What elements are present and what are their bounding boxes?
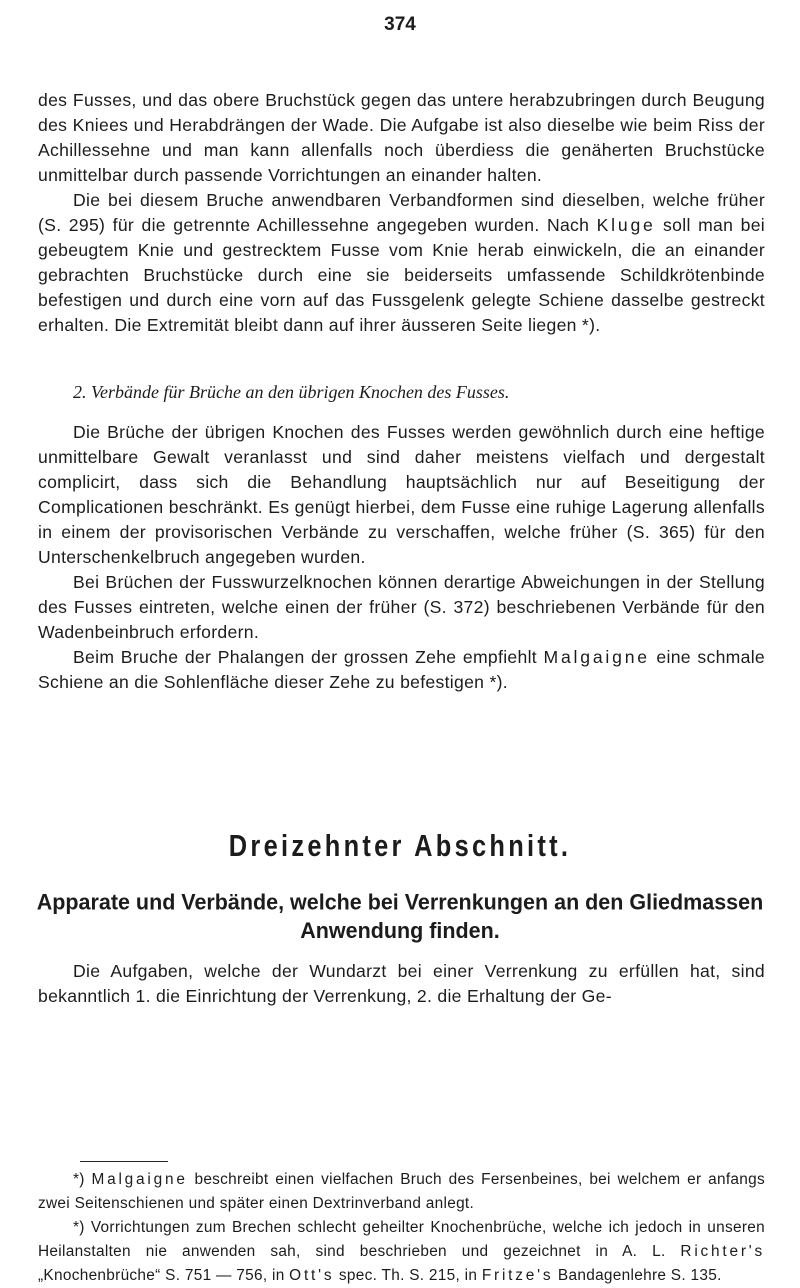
footnote-2-text-mid2: spec. Th. S. 215, in [334,1267,482,1284]
section-title: Dreizehnter Abschnitt. [228,828,572,863]
body-text-bottom [38,959,765,1009]
paragraph-5 [38,645,765,695]
paragraph-2-text: Die bei diesem Bruche anwendbaren Verbandformen sind dieselben, welche früher (S. 295) für die getrennte Achillessehne angegeben wurden. Nach [38,190,765,235]
body-text-top [38,88,765,338]
author-name-kluge: Kluge [596,215,656,235]
footnote-marker: *) [73,1171,85,1188]
footnote-marker: *) [73,1219,85,1236]
footnote-1-text: beschreibt einen vielfachen Bruch des Fersenbeines, bei welchem er anfangs zwei Seitenschienen und später einen Dextrinverband anlegt. [38,1171,766,1212]
footnote-2-text: Vorrichtungen zum Brechen schlecht geheilter Knochenbrüche, welche ich jedoch in unseren Heilanstalten nie anwenden sah, sind beschrieben und gezeichnet in A. L. [38,1219,765,1260]
page-number: 374 [384,14,416,35]
paragraph-3: Die Brüche der übrigen Knochen des Fusses werden gewöhnlich durch eine heftige unmittelbare Gewalt veranlasst und sind daher meistens vielfach und dergestalt complicirt, dass sich die Behandlung hauptsächlich nur auf Beseitigung der Complicationen beschränkt. Es genügt hierbei, dem Fusse eine ruhige Lagerung allenfalls in einem der provisorischen Verbände zu verschaffen, welche früher (S. 365) für den Unterschenkelbruch angegeben wurden. [38,422,765,567]
footnote-author-malgaigne: Malgaigne [91,1171,188,1188]
paragraph-4: Bei Brüchen der Fusswurzelknochen können derartige Abweichungen in der Stellung des Fusses eintreten, welche einen der früher (S. 372) beschriebenen Verbände für den Wadenbeinbruch erfordern. [38,572,765,642]
paragraph-2-text-cont: soll man bei gebeugtem Knie und gestrecktem Fusse vom Knie herab einwickeln, die an einander gebrachten Bruchstücke durch eine sie beiderseits umfassende Schildkrötenbinde befestigen und durch eine vorn auf das Fussgelenk gelegte Schiene dasselbe gestreckt erhalten. Die Extremität bleibt dann auf ihrer äusseren Seite liegen *). [38,215,765,335]
body-text-middle [38,420,765,695]
footnote-2-text-mid: „Knochenbrüche“ S. 751 — 756, in [38,1267,290,1284]
paragraph-1: des Fusses, und das obere Bruchstück gegen das untere herabzubringen durch Beugung des Kniees und Herabdrängen der Wade. Die Aufgabe ist also dieselbe wie beim Riss der Achillessehne und man kann allenfalls noch überdiess die genäherten Bruchstücke unmittelbar durch passende Vorrichtungen an einander halten. [38,90,765,185]
footnote-author-ott: Ott's [289,1267,335,1284]
footnote-2-text-end: Bandagenlehre S. 135. [553,1267,722,1284]
author-name-malgaigne: Malgaigne [543,647,650,667]
footnotes [38,1168,765,1288]
paragraph-5-text: Beim Bruche der Phalangen der grossen Zehe empfiehlt [73,647,544,667]
footnote-author-fritze: Fritze's [481,1267,554,1284]
footnote-2 [38,1216,765,1288]
paragraph-5-text-cont: eine schmale Schiene an die Sohlenfläche dieser Zehe zu befestigen *). [38,647,765,692]
footnote-author-richter: Richter's [680,1243,765,1260]
footnote-divider [80,1161,168,1162]
paragraph-6: Die Aufgaben, welche der Wundarzt bei einer Verrenkung zu erfüllen hat, sind bekanntlich 1. die Einrichtung der Verrenkung, 2. die Erhaltung der Ge- [38,961,765,1006]
paragraph-2 [38,188,765,338]
subheading: 2. Verbände für Brüche an den übrigen Knochen des Fusses. [73,382,510,402]
section-subtitle: Apparate und Verbände, welche bei Verrenkungen an den Gliedmassen Anwendung finden. [36,889,764,944]
footnote-1 [38,1168,765,1216]
